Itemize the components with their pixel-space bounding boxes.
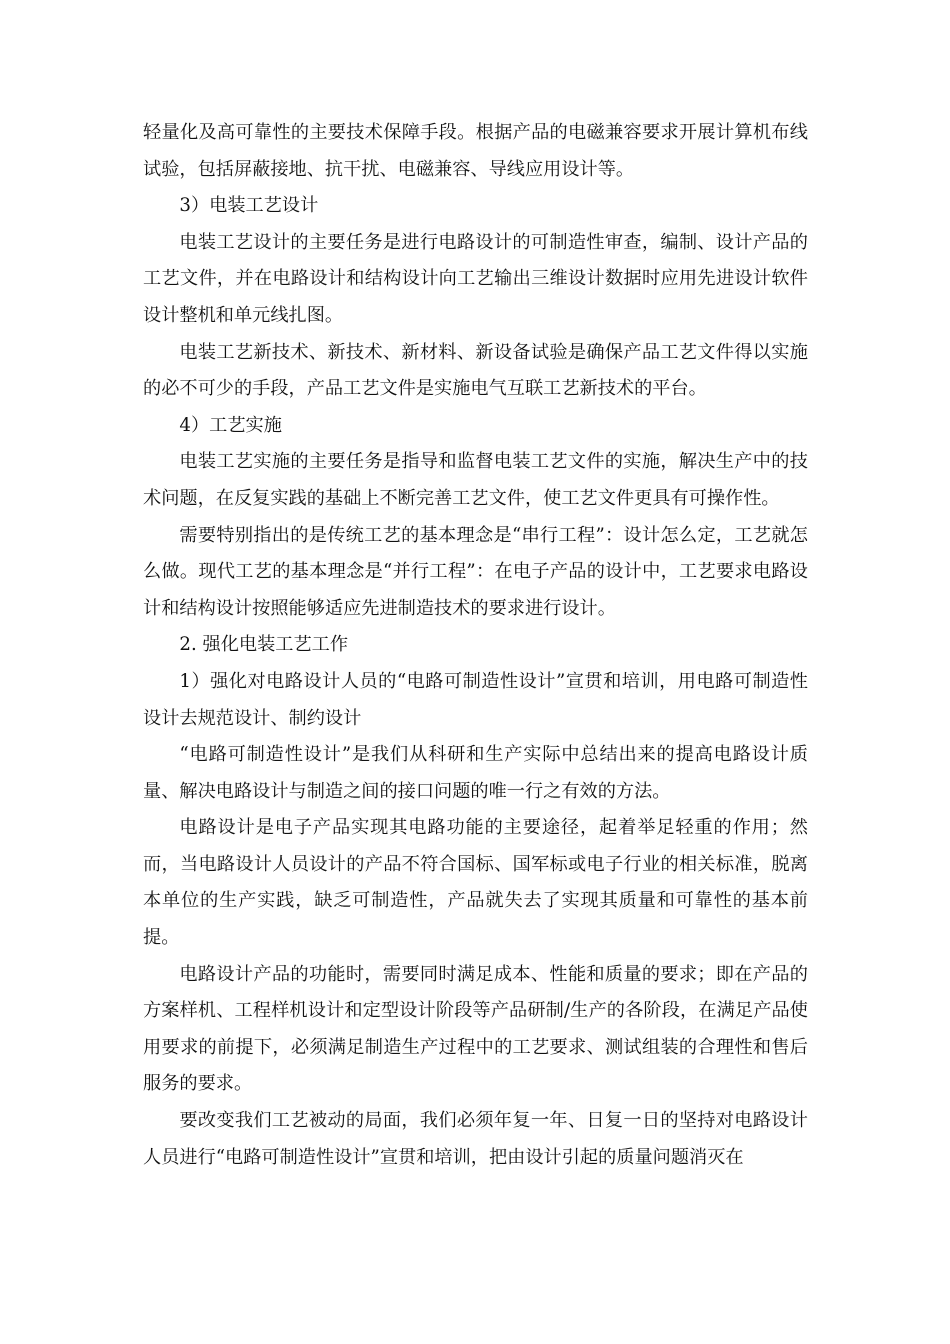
paragraph-process-design-tasks: 电装工艺设计的主要任务是进行电路设计的可制造性审查，编制、设计产品的工艺文件，并在电路设计和结构设计向工艺输出三维设计数据时应用先进设计软件设计整机和单元线扎图。 [143, 231, 808, 326]
paragraph-new-technology-trials: 电装工艺新技术、新技术、新材料、新设备试验是确保产品工艺文件得以实施的必不可少的手段，产品工艺文件是实施电气互联工艺新技术的平台。 [143, 341, 808, 400]
paragraph-design-requirements: 电路设计产品的功能时，需要同时满足成本、性能和质量的要求；即在产品的方案样机、工程样机设计和定型设计阶段等产品研制/生产的各阶段，在满足产品使用要求的前提下，必须满足制造生产过程中的工艺要求、测试组装的合理性和售后服务的要求。 [143, 963, 808, 1095]
document-body [143, 115, 808, 1176]
section-heading-strengthen-assembly-work: 2. 强化电装工艺工作 [179, 634, 349, 656]
paragraph-training-designers: 1）强化对电路设计人员的“电路可制造性设计”宣贯和培训，用电路可制造性设计去规范设计、制约设计 [143, 670, 808, 729]
section-heading-process-implementation: 4）工艺实施 [179, 414, 282, 436]
section-heading-assembly-process-design: 3）电装工艺设计 [179, 195, 319, 217]
paragraph-implementation-tasks: 电装工艺实施的主要任务是指导和监督电装工艺文件的实施，解决生产中的技术问题，在反复实践的基础上不断完善工艺文件，使工艺文件更具有可操作性。 [143, 451, 808, 509]
paragraph-serial-vs-concurrent: 需要特别指出的是传统工艺的基本理念是“串行工程”：设计怎么定，工艺就怎么做。现代工艺的基本理念是“并行工程”：在电子产品的设计中，工艺要求电路设计和结构设计按照能够适应先进制造技术的要求进行设计。 [143, 524, 808, 619]
paragraph-emc-continuation: 轻量化及高可靠性的主要技术保障手段。根据产品的电磁兼容要求开展计算机布线试验，包括屏蔽接地、抗干扰、电磁兼容、导线应用设计等。 [143, 122, 808, 180]
paragraph-dfm-method: “电路可制造性设计”是我们从科研和生产实际中总结出来的提高电路设计质量、解决电路设计与制造之间的接口问题的唯一行之有效的方法。 [143, 744, 808, 802]
paragraph-circuit-design-role: 电路设计是电子产品实现其电路功能的主要途径，起着举足轻重的作用；然而，当电路设计人员设计的产品不符合国标、国军标或电子行业的相关标准，脱离本单位的生产实践，缺乏可制造性，产品就失去了实现其质量和可靠性的基本前提。 [143, 817, 808, 949]
paragraph-change-passive-situation: 要改变我们工艺被动的局面，我们必须年复一年、日复一日的坚持对电路设计人员进行“电路可制造性设计”宣贯和培训，把由设计引起的质量问题消灭在 [143, 1110, 808, 1168]
